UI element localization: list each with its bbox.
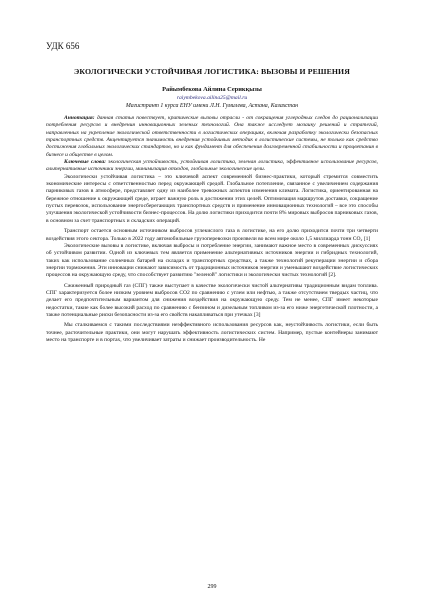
body-paragraph: Экологические вызовы в логистике, включая выбросы и потребление энергии, занимают важное место в современных дискуссиях об устойчивом развитии. Одной из ключевых тем является применение альтернативных источников энергии и гибридных технологий, таких как использование солнечных батарей на складах и транспортных средствах, а также технологий рекуперации энергии и сбора энергии торможения. Эти инновации снижают зависимость от традиционных источников энергии и уменьшают воздействие логистических процессов на окружающую среду, что способствует развитию "зеленой" логистики и экологически чистых технологий [2]. <box>46 242 378 279</box>
page-number: 299 <box>207 584 217 590</box>
abstract <box>46 115 378 159</box>
author-email[interactable]: raiymbekova.ailina25@mail.ru <box>176 95 248 101</box>
body-paragraph: Экологически устойчивая логистика – это ключевой аспект современной бизнес-практики, который стремится совместить экономические интересы с ответственностью перед окружающей средой. Глобальное потепление, связанное с увеличением содержания парниковых газов в атмосфере, представляет одну из наиболее тревожных аспектов изменения климата. Логистика, ориентированная на бережное отношение к окружающей среде, играет важную роль в достижении этих целей. Оптимизация маршрутов доставки, сокращение пустых перевозок, использование энергосберегающих транспортных средств и применение инновационных технологий – все это способы улучшения экологической устойчивости бизнес-процессов. На долю логистики приходится почти 8% мировых выбросов парниковых газов, в основном за счет транспортных и складских операций. <box>46 173 379 224</box>
author-name: Райымбекова Айлина Серикқызы <box>162 86 262 93</box>
keywords-text: экологическая устойчивость, устойчивая логистика, зеленая логистика, эффективное использование ресурсов, альтернативные источники энергии, минимизация отходов, глобальные экологические цели. <box>46 159 378 173</box>
body-paragraph: Сжиженный природный газ (СПГ) также выступает в качестве экологически чистой альтернативы традиционным видам топлива. СПГ характеризуется более низким уровнем выбросов CO2 по сравнению с углем или нефтью, а также отсутствием твердых частиц, что делает его предпочтительным вариантом для снижения воздействия на окружающую среду. Тем не менее, СПГ имеет некоторые недостатки, такие как более высокий расход по сравнению с бензином и дизельным топливом из-за его ниже энергетической плотности, а также потенциальные риски безопасности из-за его свойств накапливаться при утечках [3] <box>46 282 378 318</box>
keywords <box>46 159 378 174</box>
article-title: ЭКОЛОГИЧЕСКИ УСТОЙЧИВАЯ ЛОГИСТИКА: ВЫЗОВЫ И РЕШЕНИЯ <box>74 67 350 76</box>
abstract-text: данная статья повествует, критические вызовы отрасли - от сокращения углеродных следов до рационализации потребления ресурсов и внедрения инновационных зеленых технологий. Она также исследует мозаику решений и стратегий, направленных на укрепление экологической ответственности в логистических операциях, включая разработку экологически безопасных транспортных средств. Акцентируется значимость внедрения устойчивых методик в логистические системы, не только как средство достижения глобальных экологических стандартов, но и как фундамент для обеспечения долговременной стабильности и процветания в бизнесе и обществе в целом. <box>46 115 378 158</box>
keywords-label: Ключевые слова: <box>64 159 106 166</box>
article-body <box>46 115 378 344</box>
abstract-label: Аннотация: <box>64 115 95 121</box>
body-paragraph: Мы сталкиваемся с такими последствиями неэффективного использования ресурсов как, неустойчивость логистики, если быть точнее, расточительные практики, они могут нарушать эффективность логистических систем. Например, пустые контейнеры занимают место на транспорте и в портах, что увеличивает затраты и снижает производительность. Не <box>46 322 378 343</box>
body-paragraph: Транспорт остается основным источником выбросов углекислого газа в логистике, на его долю приходится почти три четверти воздействия этого сектора. Только в 2022 году автомобильные грузоперевозки произвели во всем мире около 1,5 миллиарда тонн CO₂ [1] <box>46 228 378 242</box>
author-affiliation: Магистрант 1 курса ЕНУ имени Л.Н. Гумилева, Астана, Казахстан <box>125 103 299 109</box>
udk-code: УДК 656 <box>46 41 80 51</box>
